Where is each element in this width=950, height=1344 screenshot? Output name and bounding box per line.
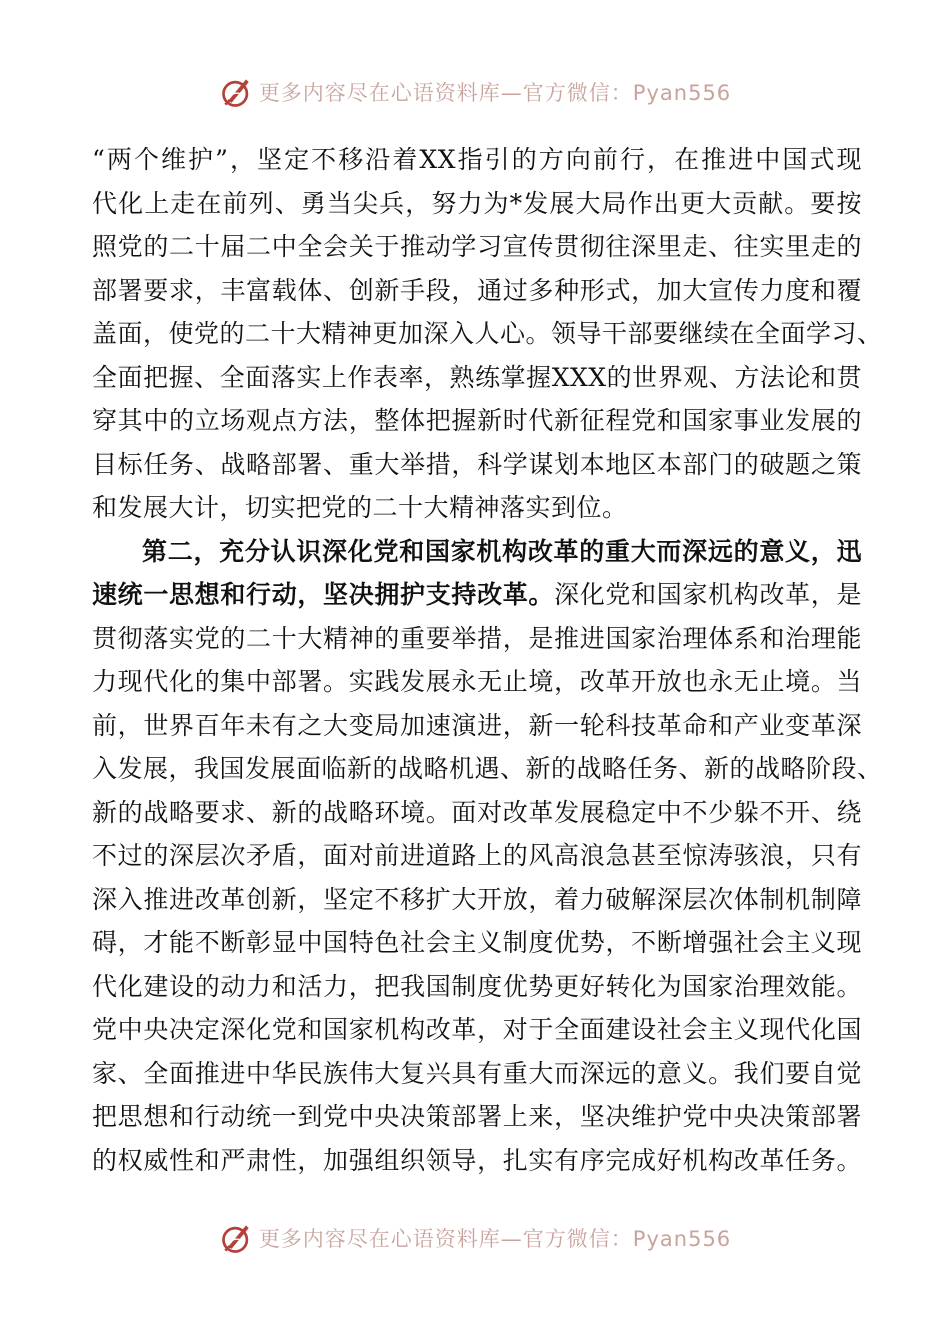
paragraph-line: 代化建设的动力和活力，把我国制度优势更好转化为国家治理效能。 [92, 971, 862, 1001]
paragraph-line: 党中央决定深化党和国家机构改革，对于全面建设社会主义现代化国 [92, 1015, 862, 1044]
footer-banner [0, 1216, 950, 1260]
paragraph-line: 不过的深层次矛盾，面对前进道路上的风高浪急甚至惊涛骇浪，只有 [92, 841, 862, 870]
paragraph-line: 部署要求，丰富载体、创新手段，通过多种形式，加大宣传力度和覆 [92, 275, 862, 305]
paragraph-line: 穿其中的立场观点方法，整体把握新时代新征程党和国家事业发展的 [92, 406, 862, 435]
quill-pen-logo-icon [219, 1220, 255, 1256]
paragraph-line-rest: 深化党和国家机构改革，是 [554, 580, 862, 609]
paragraph-line: 力现代化的集中部署。实践发展永无止境，改革开放也永无止境。当 [92, 667, 862, 696]
paragraph-line: 盖面，使党的二十大精神更加深入人心。领导干部要继续在全面学习、 [92, 319, 883, 348]
section-heading-end: 速统一思想和行动，坚决拥护支持改革。 [92, 580, 555, 609]
paragraph-line-mixed [92, 573, 862, 617]
quill-pen-logo-icon [219, 74, 255, 110]
paragraph-line: 入发展，我国发展面临新的战略机遇、新的战略任务、新的战略阶段、 [92, 754, 883, 783]
paragraph-line: 贯彻落实党的二十大精神的重要举措，是推进国家治理体系和治理能 [92, 623, 862, 653]
paragraph-line: 深入推进改革创新，坚定不移扩大开放，着力破解深层次体制机制障 [92, 884, 862, 914]
paragraph-line: 照党的二十届二中全会关于推动学习宣传贯彻往深里走、往实里走的 [92, 232, 862, 261]
paragraph-line: “两个维护”，坚定不移沿着XX指引的方向前行，在推进中国式现 [92, 145, 862, 174]
document-body [92, 138, 883, 1182]
paragraph-line: 的权威性和严肃性，加强组织领导，扎实有序完成好机构改革任务。 [92, 1145, 862, 1175]
header-banner [0, 70, 950, 114]
banner-text: 更多内容尽在心语资料库—官方微信：Pyan556 [258, 1227, 732, 1251]
paragraph-line: 把思想和行动统一到党中央决策部署上来，坚决维护党中央决策部署 [92, 1102, 862, 1131]
paragraph-line: 碍，才能不断彰显中国特色社会主义制度优势，不断增强社会主义现 [92, 928, 862, 957]
section-heading-line: 第二，充分认识深化党和国家机构改革的重大而深远的意义，迅 [142, 536, 862, 566]
paragraph-line: 代化上走在前列、勇当尖兵，努力为*发展大局作出更大贡献。要按 [92, 188, 862, 218]
paragraph-line: 前，世界百年未有之大变局加速演进，新一轮科技革命和产业变革深 [92, 710, 862, 740]
paragraph-line: 全面把握、全面落实上作表率，熟练掌握XXX的世界观、方法论和贯 [92, 362, 862, 392]
banner-text: 更多内容尽在心语资料库—官方微信：Pyan556 [258, 81, 732, 105]
paragraph-line: 新的战略要求、新的战略环境。面对改革发展稳定中不少躲不开、绕 [92, 797, 862, 827]
paragraph-line: 和发展大计，切实把党的二十大精神落实到位。 [92, 493, 628, 522]
paragraph-line: 家、全面推进中华民族伟大复兴具有重大而深远的意义。我们要自觉 [92, 1058, 862, 1088]
paragraph-line: 目标任务、战略部署、重大举措，科学谋划本地区本部门的破题之策 [92, 449, 862, 479]
